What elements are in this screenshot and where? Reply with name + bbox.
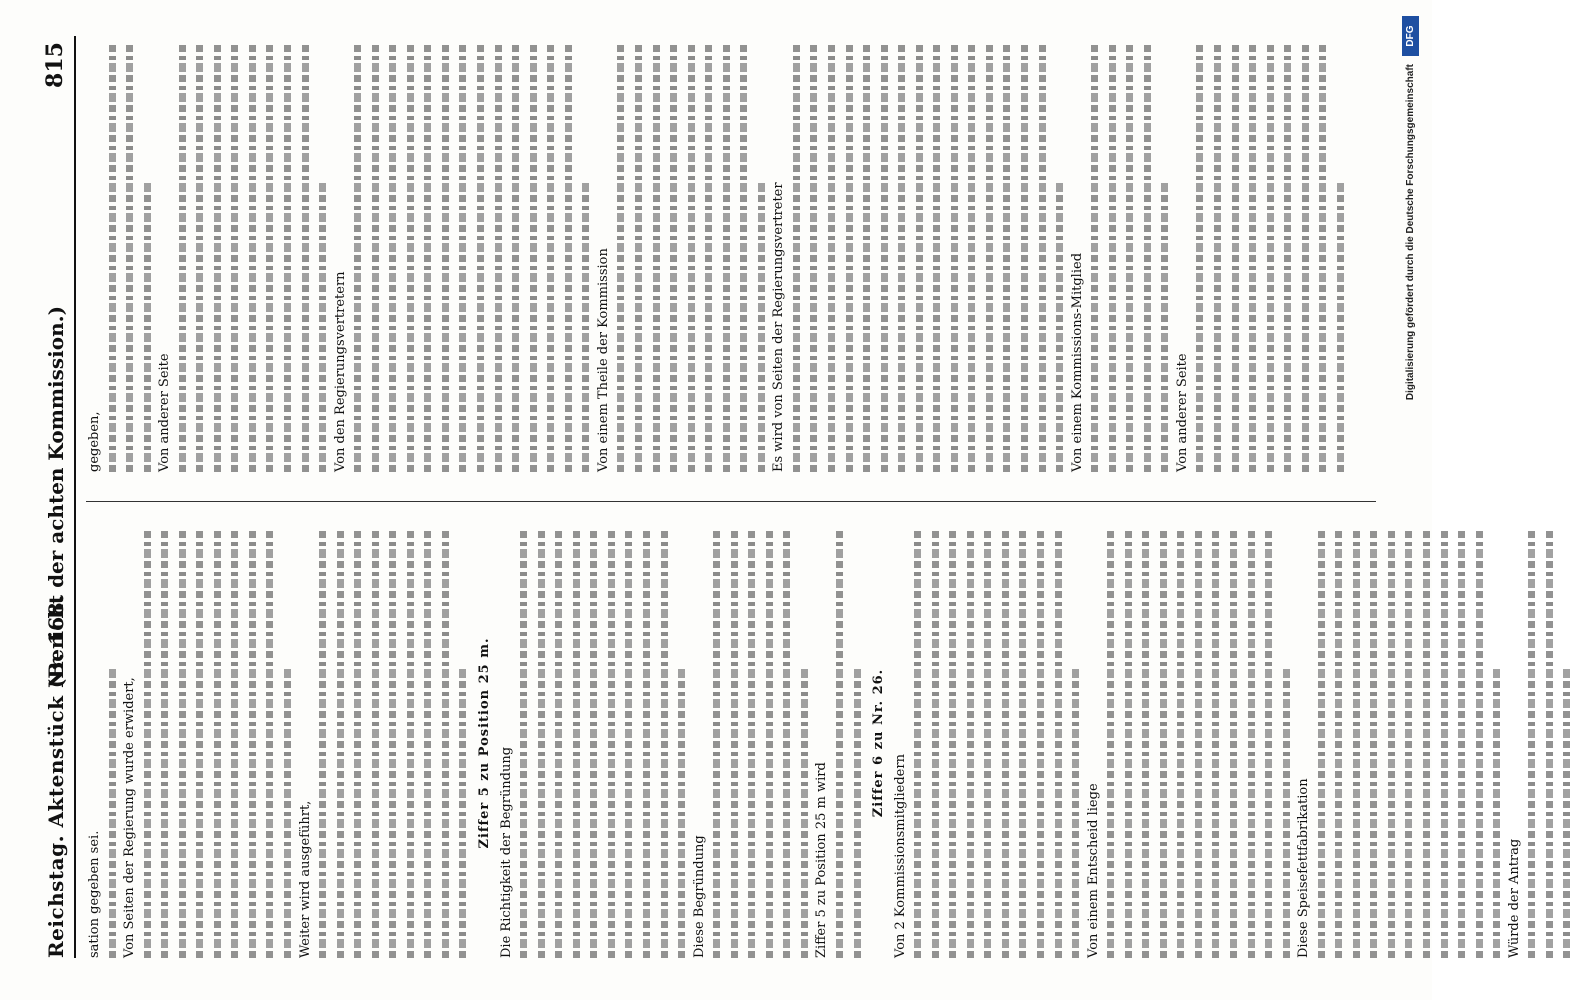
paragraph-opening: Diese Speisefettfabrikation [1296,778,1312,958]
text-column-right [86,42,1376,472]
illegible-lines [788,42,1069,472]
text-line [1067,528,1085,958]
text-line [332,528,350,958]
text-line [1225,528,1243,958]
text-line [104,42,122,472]
text-line [708,528,726,958]
text-line [1086,42,1104,472]
text-line [1155,528,1173,958]
column-divider [86,501,1376,502]
text-line [1330,528,1348,958]
text-line [963,42,981,472]
illegible-lines [139,528,297,958]
text-line [104,528,122,958]
text-line [823,42,841,472]
illegible-lines [909,528,1084,958]
text-line [314,42,332,472]
text-line [568,528,586,958]
text-line [673,528,691,958]
paragraph-opening: Von einem Entscheid liege [1085,783,1101,958]
text-line [1191,42,1209,472]
text-line [1365,528,1383,958]
text-line [1102,528,1120,958]
text-line [174,528,192,958]
illegible-lines [1523,528,1576,958]
header-report-title: (Bericht der achten Kommission.) [44,305,68,689]
text-line [997,528,1015,958]
illegible-lines [831,528,866,958]
text-line [665,42,683,472]
text-line [1032,528,1050,958]
text-line [718,42,736,472]
text-line [648,42,666,472]
text-line [1120,528,1138,958]
paragraph [156,42,331,472]
text-line [402,42,420,472]
text-line [507,42,525,472]
text-line [849,528,867,958]
text-line [1541,528,1559,958]
text-line [638,528,656,958]
illegible-lines [1086,42,1174,472]
text-line [1332,42,1350,472]
text-line [297,42,315,472]
text-line [515,528,533,958]
text-line [1279,42,1297,472]
paragraph [86,42,156,472]
text-line [261,42,279,472]
text-line [1156,42,1174,472]
text-line [156,528,174,958]
text-line [1262,42,1280,472]
text-line [244,528,262,958]
text-line [585,528,603,958]
text-line [1014,528,1032,958]
text-line [1121,42,1139,472]
paragraph [1069,42,1174,472]
text-line [174,42,192,472]
text-line [402,528,420,958]
text-line [1244,42,1262,472]
text-line [1260,528,1278,958]
text-line [1207,528,1225,958]
text-line [577,42,595,472]
text-line [261,528,279,958]
paragraph-opening: Von einem Theile der Kommission [595,248,611,472]
text-line [1278,528,1296,958]
text-line [893,42,911,472]
text-line [1471,528,1489,958]
paragraph [691,528,814,958]
illegible-lines [104,528,122,958]
page-number: 815 [42,42,68,88]
text-line [700,42,718,472]
text-line [962,528,980,958]
text-line [384,528,402,958]
text-line [981,42,999,472]
paragraph [1174,42,1349,472]
paragraph-opening: Von 2 Kommissionsmitgliedern [892,754,908,958]
paragraph-opening: gegeben, [87,411,102,472]
text-line [349,42,367,472]
text-line [1034,42,1052,472]
text-line [1190,528,1208,958]
text-line [209,528,227,958]
text-line [946,42,964,472]
paragraph-opening: Es wird von Seiten der Regierungsvertreter [771,182,787,472]
text-line [437,42,455,472]
text-line [349,528,367,958]
text-line [1051,42,1069,472]
text-line [909,528,927,958]
text-line [927,528,945,958]
paragraph [297,528,472,958]
text-line [1488,528,1506,958]
text-line [876,42,894,472]
illegible-lines [1102,528,1295,958]
text-line [1436,528,1454,958]
text-line [743,528,761,958]
paragraph-opening: sation gegeben sei. [87,830,102,958]
text-line [603,528,621,958]
paragraph [1506,528,1576,958]
section-heading: Ziffer 5 zu Position 25 m. [477,637,493,849]
paragraph-opening: Von Seiten der Regierung wurde erwidert, [122,677,138,958]
text-line [1297,42,1315,472]
paragraph [121,528,296,958]
text-line [437,528,455,958]
text-line [726,528,744,958]
paragraph [86,528,121,958]
text-line [525,42,543,472]
paragraph-opening: Die Richtigkeit der Begründung [498,746,514,958]
header-publication: Reichstag. Aktenstück Nr. 168. [44,594,68,958]
text-line [139,42,157,472]
paragraph-opening: Ziffer 5 zu Position 25 m wird [814,762,830,958]
text-line [454,528,472,958]
text-column-left [86,528,1522,958]
text-line [944,528,962,958]
text-line [533,528,551,958]
paragraph [892,528,1085,958]
text-line [1314,42,1332,472]
text-line [979,528,997,958]
illegible-lines [349,42,595,472]
section-heading: Ziffer 6 zu Nr. 26. [871,668,887,818]
text-line [490,42,508,472]
text-line [367,42,385,472]
text-line [831,528,849,958]
text-line [1137,528,1155,958]
text-line [279,42,297,472]
text-line [139,528,157,958]
text-line [1016,42,1034,472]
text-line [419,528,437,958]
illegible-lines [1191,42,1349,472]
paragraph [770,42,1068,472]
paragraph-opening: Würde der Antrag [1506,838,1522,958]
text-line [244,42,262,472]
text-line [911,42,929,472]
text-line [1523,528,1541,958]
text-line [1227,42,1245,472]
text-line [384,42,402,472]
text-line [226,528,244,958]
text-line [1558,528,1576,958]
text-line [761,528,779,958]
illegible-lines [174,42,332,472]
text-line [454,42,472,472]
text-line [928,42,946,472]
text-line [1050,528,1068,958]
text-line [753,42,771,472]
credit-text: Digitalisierung gefördert durch die Deutsche Forschungsgemeinschaft [1405,64,1416,401]
text-line [796,528,814,958]
paragraph [332,42,595,472]
text-line [191,42,209,472]
running-header [34,36,76,958]
text-line [560,42,578,472]
digitization-credit [1398,0,1424,1000]
text-line [314,528,332,958]
text-line [419,42,437,472]
text-line [191,528,209,958]
text-line [542,42,560,472]
text-line [226,42,244,472]
text-line [735,42,753,472]
illegible-lines [314,528,472,958]
text-line [1348,528,1366,958]
illegible-lines [612,42,770,472]
text-line [472,42,490,472]
text-line [858,42,876,472]
paragraph-opening: Von anderer Seite [157,353,173,472]
text-line [1243,528,1261,958]
text-line [841,42,859,472]
text-line [1139,42,1157,472]
text-line [121,42,139,472]
text-line [550,528,568,958]
text-line [683,42,701,472]
paragraph-opening: Von den Regierungsvertretern [332,271,348,472]
text-line [788,42,806,472]
text-line [805,42,823,472]
paragraph [595,42,770,472]
text-line [612,42,630,472]
text-line [998,42,1016,472]
text-line [630,42,648,472]
paragraph [1085,528,1296,958]
text-line [620,528,638,958]
text-line [209,42,227,472]
paragraph-opening: Weiter wird ausgeführt, [297,800,313,958]
text-line [1172,528,1190,958]
paragraph-opening: Von einem Kommissions-Mitglied [1069,252,1085,472]
illegible-lines [515,528,690,958]
text-line [1313,528,1331,958]
text-line [367,528,385,958]
text-line [279,528,297,958]
text-line [1453,528,1471,958]
paragraph-opening: Von anderer Seite [1174,353,1190,472]
text-line [656,528,674,958]
paragraph-opening: Diese Begründung [691,835,707,958]
paragraph [498,528,691,958]
illegible-lines [708,528,813,958]
text-line [1104,42,1122,472]
illegible-lines [104,42,157,472]
paragraph [813,528,866,958]
text-line [1209,42,1227,472]
dfg-logo: DFG [1402,16,1419,56]
text-line [778,528,796,958]
